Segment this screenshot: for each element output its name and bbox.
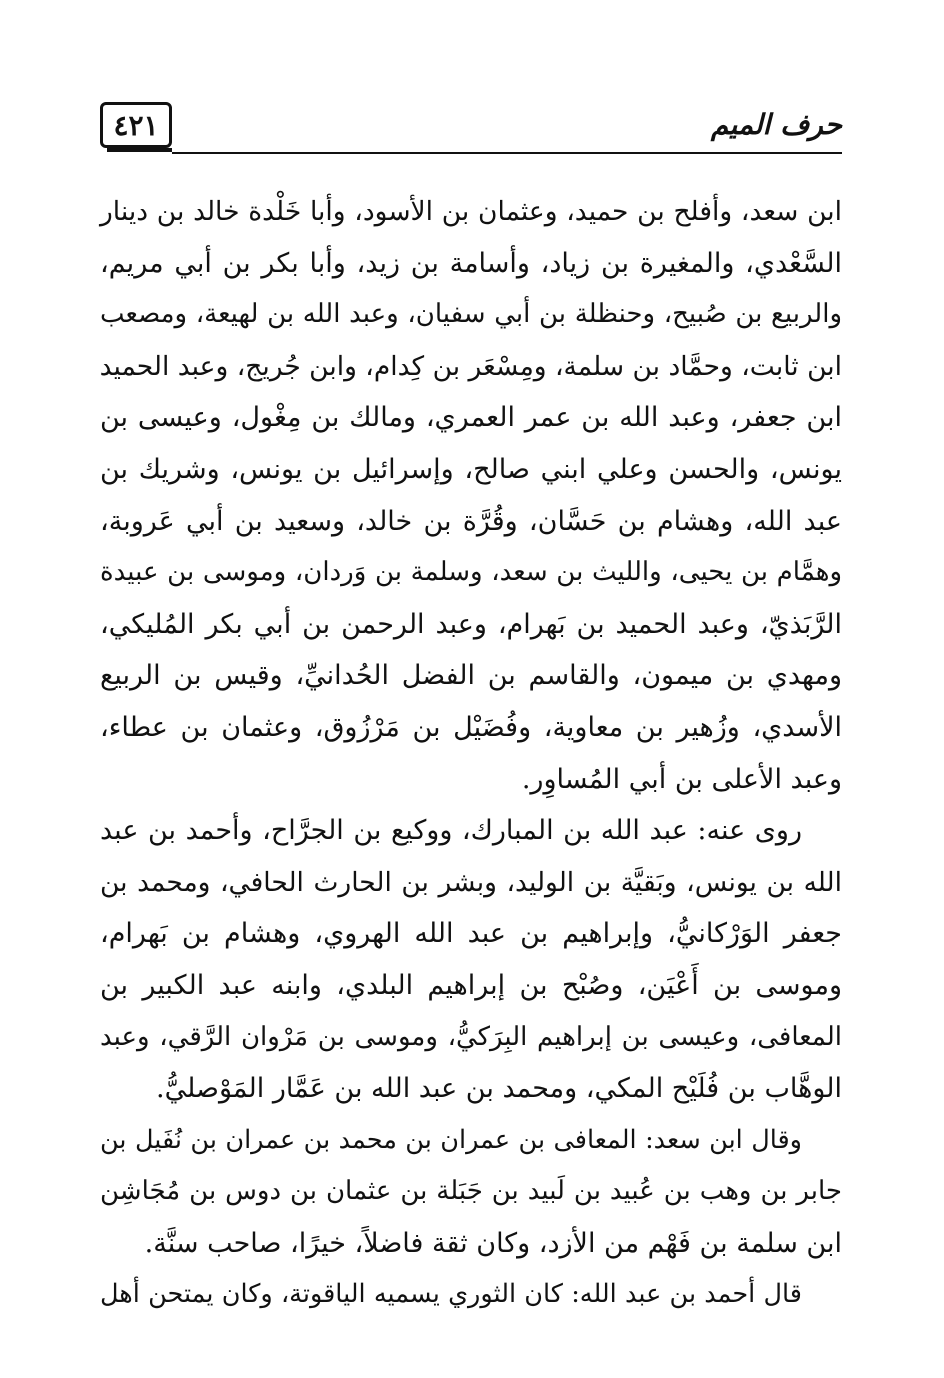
text-line: ابن سلمة بن فَهْم من الأزد، وكان ثقة فاضلاً، خيرًا، صاحب سنَّة. xyxy=(144,1227,842,1259)
text-line: ابن جعفر، وعبد الله بن عمر العمري، ومالك بن مِغْول، وعيسى بن xyxy=(100,402,842,434)
text-line: عبد الله، وهشام بن حَسَّان، وقُرَّة بن خالد، وسعيد بن أبي عَروبة، xyxy=(100,505,842,537)
text-line: السَّعْدي، والمغيرة بن زياد، وأسامة بن زيد، وأبا بكر بن أبي مريم، xyxy=(100,247,842,279)
text-line: الوهَّاب بن فُلَيْح المكي، ومحمد بن عبد الله بن عَمَّار المَوْصليُّ. xyxy=(156,1073,842,1105)
text-line: وقال ابن سعد: المعافى بن عمران بن محمد بن عمران بن نُفَيل بن xyxy=(100,1124,802,1155)
text-line: والربيع بن صُبيح، وحنظلة بن أبي سفيان، وعبد الله بن لهيعة، ومصعب xyxy=(100,299,842,330)
text-line: الأسدي، وزُهير بن معاوية، وفُضَيْل بن مَرْزُوق، وعثمان بن عطاء، xyxy=(100,711,842,743)
text-line: وموسى بن أَعْيَن، وصُبْح بن إبراهيم البلدي، وابنه عبد الكبير بن xyxy=(100,969,842,1001)
text-line: ابن ثابت، وحمَّاد بن سلمة، ومِسْعَر بن كِدام، وابن جُريج، وعبد الحميد xyxy=(99,350,842,382)
running-title: حرف الميم xyxy=(710,108,842,141)
text-line: قال أحمد بن عبد الله: كان الثوري يسميه الياقوتة، وكان يمتحن أهل xyxy=(100,1279,802,1310)
text-line: روى عنه: عبد الله بن المبارك، ووكيع بن الجرَّاح، وأحمد بن عبد xyxy=(100,815,802,847)
text-line: جابر بن وهب بن عُبيد بن لَبيد بن جَبَلة بن عثمان بن دوس بن مُجَاشِن xyxy=(100,1176,842,1207)
text-line: جعفر الوَرْكانيُّ، وإبراهيم بن عبد الله الهروي، وهشام بن بَهرام، xyxy=(100,918,842,950)
text-line: ومهدي بن ميمون، والقاسم بن الفضل الحُدانيِّ، وقيس بن الربيع xyxy=(100,660,842,692)
text-line: يونس، والحسن وعلي ابني صالح، وإسرائيل بن يونس، وشريك بن xyxy=(100,453,842,485)
text-line: وهمَّام بن يحيى، والليث بن سعد، وسلمة بن وَردان، وموسى بن عبيدة xyxy=(100,557,842,588)
header-rule xyxy=(172,152,842,154)
text-line: ابن سعد، وأفلح بن حميد، وعثمان بن الأسود، وأبا خَلْدة خالد بن دينار xyxy=(100,196,842,227)
page-header xyxy=(100,98,842,158)
text-line: وعبد الأعلى بن أبي المُساوِر. xyxy=(521,763,842,795)
text-line: المعافى، وعيسى بن إبراهيم البِرَكيُّ، وموسى بن مَرْوان الرَّقي، وعبد xyxy=(100,1021,842,1052)
text-line: الله بن يونس، وبَقيَّة بن الوليد، وبشر بن الحارث الحافي، ومحمد بن xyxy=(100,866,842,898)
text-line: الرَّبَذيّ، وعبد الحميد بن بَهرام، وعبد الرحمن بن أبي بكر المُليكي، xyxy=(100,608,842,640)
body-text xyxy=(100,186,842,1321)
page-number: ٤٢١ xyxy=(100,102,172,148)
